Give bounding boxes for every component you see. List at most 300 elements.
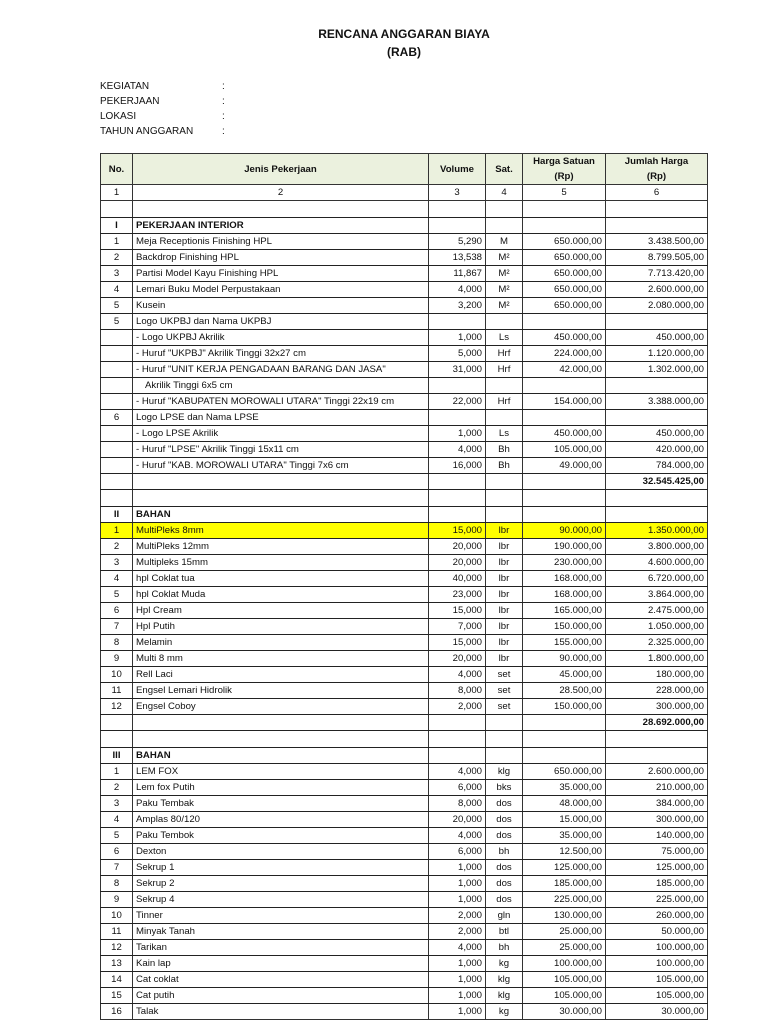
table-row — [101, 314, 708, 330]
row-number — [101, 490, 133, 507]
volume-cell: 22,000 — [429, 394, 486, 410]
table-row — [101, 539, 708, 555]
total-price-cell: 3.388.000,00 — [606, 394, 708, 410]
unit-price-cell: 30.000,00 — [523, 1004, 606, 1020]
volume-cell: 20,000 — [429, 555, 486, 571]
total-price-cell: 100.000,00 — [606, 956, 708, 972]
row-number: 1 — [101, 234, 133, 250]
job-description: Sekrup 4 — [133, 892, 429, 908]
total-price-cell: 450.000,00 — [606, 426, 708, 442]
unit-cell: lbr — [486, 635, 523, 651]
unit-price-cell: 130.000,00 — [523, 908, 606, 924]
table-row — [101, 924, 708, 940]
volume-cell: 4,000 — [429, 442, 486, 458]
unit-price-cell: 49.000,00 — [523, 458, 606, 474]
meta-block — [100, 79, 232, 139]
total-price-cell: 2.325.000,00 — [606, 635, 708, 651]
unit-cell: lbr — [486, 555, 523, 571]
total-price-cell: 28.692.000,00 — [606, 715, 708, 731]
total-price-cell: 140.000,00 — [606, 828, 708, 844]
unit-cell: kg — [486, 1004, 523, 1020]
header-harga-satuan-line1: Harga Satuan — [533, 156, 595, 167]
spacer-row — [101, 731, 708, 748]
total-price-cell: 3.864.000,00 — [606, 587, 708, 603]
row-number — [101, 731, 133, 748]
table-row — [101, 876, 708, 892]
row-number: II — [101, 507, 133, 523]
unit-cell: dos — [486, 892, 523, 908]
unit-price-cell: 165.000,00 — [523, 603, 606, 619]
row-number: 3 — [101, 796, 133, 812]
unit-price-cell: 35.000,00 — [523, 828, 606, 844]
total-price-cell — [606, 314, 708, 330]
column-index-cell: 1 — [101, 185, 133, 201]
header-no: No. — [101, 154, 133, 185]
volume-cell — [429, 378, 486, 394]
volume-cell: 2,000 — [429, 908, 486, 924]
unit-price-cell: 225.000,00 — [523, 892, 606, 908]
unit-cell: dos — [486, 860, 523, 876]
table-row — [101, 651, 708, 667]
job-description: Minyak Tanah — [133, 924, 429, 940]
total-price-cell: 75.000,00 — [606, 844, 708, 860]
total-price-cell: 420.000,00 — [606, 442, 708, 458]
row-number: 10 — [101, 908, 133, 924]
unit-cell — [486, 218, 523, 234]
unit-cell: klg — [486, 972, 523, 988]
table-row — [101, 571, 708, 587]
unit-price-cell — [523, 410, 606, 426]
job-description: Partisi Model Kayu Finishing HPL — [133, 266, 429, 282]
section-row — [101, 748, 708, 764]
job-description: Hpl Cream — [133, 603, 429, 619]
job-description: Paku Tembak — [133, 796, 429, 812]
job-description: Dexton — [133, 844, 429, 860]
job-description: Lemari Buku Model Perpustakaan — [133, 282, 429, 298]
row-number: 5 — [101, 828, 133, 844]
total-price-cell: 300.000,00 — [606, 812, 708, 828]
row-number: 13 — [101, 956, 133, 972]
document-title: RENCANA ANGGARAN BIAYA — [318, 27, 490, 41]
total-price-cell: 6.720.000,00 — [606, 571, 708, 587]
total-price-cell — [606, 490, 708, 507]
unit-cell — [486, 748, 523, 764]
unit-price-cell: 155.000,00 — [523, 635, 606, 651]
subtotal-row — [101, 715, 708, 731]
total-price-cell: 8.799.505,00 — [606, 250, 708, 266]
unit-cell: set — [486, 683, 523, 699]
volume-cell: 20,000 — [429, 812, 486, 828]
total-price-cell: 1.302.000,00 — [606, 362, 708, 378]
volume-cell: 23,000 — [429, 587, 486, 603]
job-description: Hpl Putih — [133, 619, 429, 635]
unit-cell: dos — [486, 812, 523, 828]
row-number — [101, 394, 133, 410]
unit-cell — [486, 378, 523, 394]
row-number: 2 — [101, 780, 133, 796]
section-row — [101, 218, 708, 234]
job-description: - Logo LPSE Akrilik — [133, 426, 429, 442]
job-description: Sekrup 2 — [133, 876, 429, 892]
row-number — [101, 346, 133, 362]
total-price-cell: 260.000,00 — [606, 908, 708, 924]
unit-price-cell: 168.000,00 — [523, 587, 606, 603]
volume-cell: 31,000 — [429, 362, 486, 378]
column-index-cell: 5 — [523, 185, 606, 201]
total-price-cell: 100.000,00 — [606, 940, 708, 956]
volume-cell — [429, 201, 486, 218]
volume-cell: 6,000 — [429, 780, 486, 796]
unit-cell: lbr — [486, 603, 523, 619]
row-number: 14 — [101, 972, 133, 988]
total-price-cell: 1.350.000,00 — [606, 523, 708, 539]
unit-price-cell: 150.000,00 — [523, 619, 606, 635]
unit-cell: M² — [486, 298, 523, 314]
meta-colon: : — [222, 81, 225, 92]
total-price-cell: 210.000,00 — [606, 780, 708, 796]
table-row — [101, 908, 708, 924]
job-description: - Logo UKPBJ Akrilik — [133, 330, 429, 346]
table-row — [101, 282, 708, 298]
volume-cell: 20,000 — [429, 539, 486, 555]
table-row — [101, 812, 708, 828]
volume-cell — [429, 218, 486, 234]
unit-price-cell: 15.000,00 — [523, 812, 606, 828]
volume-cell — [429, 748, 486, 764]
job-description: Backdrop Finishing HPL — [133, 250, 429, 266]
unit-cell: M² — [486, 266, 523, 282]
volume-cell: 4,000 — [429, 667, 486, 683]
meta-row-pekerjaan — [100, 94, 232, 109]
total-price-cell — [606, 507, 708, 523]
row-number — [101, 442, 133, 458]
row-number: 4 — [101, 571, 133, 587]
volume-cell: 3,200 — [429, 298, 486, 314]
unit-price-cell — [523, 490, 606, 507]
volume-cell — [429, 490, 486, 507]
table-row — [101, 699, 708, 715]
total-price-cell: 105.000,00 — [606, 988, 708, 1004]
unit-cell: bks — [486, 780, 523, 796]
header-harga-satuan — [523, 154, 606, 185]
job-description: Talak — [133, 1004, 429, 1020]
row-number: 9 — [101, 651, 133, 667]
unit-price-cell: 168.000,00 — [523, 571, 606, 587]
total-price-cell: 2.475.000,00 — [606, 603, 708, 619]
job-description: Multi 8 mm — [133, 651, 429, 667]
document-subtitle: (RAB) — [387, 45, 421, 59]
unit-cell: M² — [486, 282, 523, 298]
total-price-cell: 2.080.000,00 — [606, 298, 708, 314]
table-row — [101, 1004, 708, 1020]
unit-cell: lbr — [486, 651, 523, 667]
unit-price-cell: 450.000,00 — [523, 330, 606, 346]
job-description — [133, 715, 429, 731]
job-description: Logo LPSE dan Nama LPSE — [133, 410, 429, 426]
row-number — [101, 362, 133, 378]
row-number: I — [101, 218, 133, 234]
unit-price-cell — [523, 715, 606, 731]
unit-price-cell: 650.000,00 — [523, 266, 606, 282]
total-price-cell: 1.050.000,00 — [606, 619, 708, 635]
total-price-cell — [606, 378, 708, 394]
unit-cell — [486, 201, 523, 218]
volume-cell — [429, 715, 486, 731]
unit-cell: Ls — [486, 330, 523, 346]
unit-price-cell: 28.500,00 — [523, 683, 606, 699]
unit-cell: gln — [486, 908, 523, 924]
volume-cell: 1,000 — [429, 1004, 486, 1020]
volume-cell: 20,000 — [429, 651, 486, 667]
unit-price-cell — [523, 201, 606, 218]
column-index-cell: 2 — [133, 185, 429, 201]
job-description: Lem fox Putih — [133, 780, 429, 796]
unit-cell: Bh — [486, 458, 523, 474]
job-description: Cat coklat — [133, 972, 429, 988]
row-number: 11 — [101, 683, 133, 699]
volume-cell: 15,000 — [429, 635, 486, 651]
total-price-cell: 2.600.000,00 — [606, 282, 708, 298]
unit-cell: lbr — [486, 523, 523, 539]
total-price-cell: 3.800.000,00 — [606, 539, 708, 555]
total-price-cell: 228.000,00 — [606, 683, 708, 699]
meta-colon: : — [222, 96, 225, 107]
row-number — [101, 330, 133, 346]
table-row — [101, 394, 708, 410]
total-price-cell: 3.438.500,00 — [606, 234, 708, 250]
volume-cell: 40,000 — [429, 571, 486, 587]
unit-cell: set — [486, 699, 523, 715]
unit-cell: Hrf — [486, 346, 523, 362]
meta-row-lokasi — [100, 109, 232, 124]
unit-price-cell: 35.000,00 — [523, 780, 606, 796]
volume-cell: 4,000 — [429, 764, 486, 780]
row-number: 4 — [101, 812, 133, 828]
unit-cell — [486, 490, 523, 507]
job-description: MultiPleks 8mm — [133, 523, 429, 539]
volume-cell: 1,000 — [429, 860, 486, 876]
row-number — [101, 201, 133, 218]
header-harga-satuan-line2: (Rp) — [554, 171, 574, 182]
budget-table — [100, 153, 708, 1020]
meta-label: TAHUN ANGGARAN — [100, 126, 194, 137]
volume-cell: 4,000 — [429, 828, 486, 844]
table-row — [101, 362, 708, 378]
job-description: - Huruf "LPSE" Akrilik Tinggi 15x11 cm — [133, 442, 429, 458]
table-row — [101, 988, 708, 1004]
table-row — [101, 298, 708, 314]
unit-price-cell — [523, 218, 606, 234]
unit-price-cell: 650.000,00 — [523, 298, 606, 314]
job-description: Akrilik Tinggi 6x5 cm — [133, 378, 429, 394]
unit-price-cell: 125.000,00 — [523, 860, 606, 876]
table-row — [101, 940, 708, 956]
volume-cell: 1,000 — [429, 956, 486, 972]
row-number: 4 — [101, 282, 133, 298]
job-description — [133, 474, 429, 490]
job-description: hpl Coklat Muda — [133, 587, 429, 603]
volume-cell — [429, 507, 486, 523]
table-row — [101, 635, 708, 651]
job-description: Multipleks 15mm — [133, 555, 429, 571]
volume-cell: 1,000 — [429, 876, 486, 892]
total-price-cell: 2.600.000,00 — [606, 764, 708, 780]
job-description — [133, 490, 429, 507]
total-price-cell: 32.545.425,00 — [606, 474, 708, 490]
table-row — [101, 603, 708, 619]
job-description: Amplas 80/120 — [133, 812, 429, 828]
volume-cell: 1,000 — [429, 426, 486, 442]
row-number: 6 — [101, 410, 133, 426]
unit-cell: kg — [486, 956, 523, 972]
header-satuan: Sat. — [486, 154, 523, 185]
job-description: BAHAN — [133, 748, 429, 764]
job-description: Kain lap — [133, 956, 429, 972]
job-description: Logo UKPBJ dan Nama UKPBJ — [133, 314, 429, 330]
volume-cell: 4,000 — [429, 282, 486, 298]
unit-price-cell: 42.000,00 — [523, 362, 606, 378]
unit-price-cell: 105.000,00 — [523, 972, 606, 988]
unit-price-cell: 650.000,00 — [523, 234, 606, 250]
row-number — [101, 715, 133, 731]
meta-label: LOKASI — [100, 111, 137, 122]
row-number: 6 — [101, 603, 133, 619]
job-description: Engsel Lemari Hidrolik — [133, 683, 429, 699]
table-row — [101, 555, 708, 571]
row-number: 7 — [101, 860, 133, 876]
unit-price-cell — [523, 507, 606, 523]
total-price-cell: 450.000,00 — [606, 330, 708, 346]
unit-cell: Hrf — [486, 394, 523, 410]
spacer-row — [101, 490, 708, 507]
job-description: - Huruf "UKPBJ" Akrilik Tinggi 32x27 cm — [133, 346, 429, 362]
table-row — [101, 346, 708, 362]
unit-cell: M — [486, 234, 523, 250]
volume-cell: 1,000 — [429, 988, 486, 1004]
row-number: 1 — [101, 523, 133, 539]
column-index-cell: 3 — [429, 185, 486, 201]
volume-cell — [429, 410, 486, 426]
total-price-cell: 185.000,00 — [606, 876, 708, 892]
unit-price-cell: 224.000,00 — [523, 346, 606, 362]
total-price-cell: 125.000,00 — [606, 860, 708, 876]
unit-price-cell: 100.000,00 — [523, 956, 606, 972]
volume-cell: 6,000 — [429, 844, 486, 860]
job-description — [133, 731, 429, 748]
volume-cell: 15,000 — [429, 603, 486, 619]
unit-cell: Bh — [486, 442, 523, 458]
unit-price-cell: 25.000,00 — [523, 940, 606, 956]
total-price-cell: 784.000,00 — [606, 458, 708, 474]
total-price-cell: 1.800.000,00 — [606, 651, 708, 667]
table-row — [101, 442, 708, 458]
volume-cell: 11,867 — [429, 266, 486, 282]
volume-cell — [429, 314, 486, 330]
job-description: Engsel Coboy — [133, 699, 429, 715]
row-number: 2 — [101, 250, 133, 266]
table-row — [101, 780, 708, 796]
row-number — [101, 458, 133, 474]
job-description: Sekrup 1 — [133, 860, 429, 876]
job-description: Tinner — [133, 908, 429, 924]
row-number: 6 — [101, 844, 133, 860]
total-price-cell: 7.713.420,00 — [606, 266, 708, 282]
unit-cell: dos — [486, 828, 523, 844]
job-description: - Huruf "KABUPATEN MOROWALI UTARA" Tinggi 22x19 cm — [133, 394, 429, 410]
unit-cell: lbr — [486, 539, 523, 555]
job-description: MultiPleks 12mm — [133, 539, 429, 555]
row-number: 16 — [101, 1004, 133, 1020]
section-row — [101, 507, 708, 523]
row-number: 3 — [101, 266, 133, 282]
volume-cell — [429, 731, 486, 748]
volume-cell: 4,000 — [429, 940, 486, 956]
volume-cell — [429, 474, 486, 490]
volume-cell: 7,000 — [429, 619, 486, 635]
unit-price-cell — [523, 378, 606, 394]
table-row — [101, 844, 708, 860]
total-price-cell: 384.000,00 — [606, 796, 708, 812]
unit-price-cell: 45.000,00 — [523, 667, 606, 683]
total-price-cell: 300.000,00 — [606, 699, 708, 715]
meta-colon: : — [222, 111, 225, 122]
unit-price-cell — [523, 314, 606, 330]
row-number: 9 — [101, 892, 133, 908]
volume-cell: 15,000 — [429, 523, 486, 539]
row-number: 1 — [101, 764, 133, 780]
job-description: BAHAN — [133, 507, 429, 523]
volume-cell: 1,000 — [429, 892, 486, 908]
unit-price-cell: 105.000,00 — [523, 988, 606, 1004]
meta-label: PEKERJAAN — [100, 96, 160, 107]
spacer-row — [101, 201, 708, 218]
unit-price-cell: 650.000,00 — [523, 764, 606, 780]
row-number: 5 — [101, 314, 133, 330]
job-description: LEM FOX — [133, 764, 429, 780]
unit-price-cell: 25.000,00 — [523, 924, 606, 940]
unit-cell: set — [486, 667, 523, 683]
total-price-cell — [606, 201, 708, 218]
row-number: 7 — [101, 619, 133, 635]
unit-cell — [486, 507, 523, 523]
job-description: hpl Coklat tua — [133, 571, 429, 587]
total-price-cell: 1.120.000,00 — [606, 346, 708, 362]
row-number: 5 — [101, 298, 133, 314]
header-jumlah-harga — [606, 154, 708, 185]
unit-price-cell: 650.000,00 — [523, 282, 606, 298]
volume-cell: 2,000 — [429, 924, 486, 940]
unit-price-cell: 105.000,00 — [523, 442, 606, 458]
unit-price-cell: 154.000,00 — [523, 394, 606, 410]
total-price-cell: 4.600.000,00 — [606, 555, 708, 571]
unit-price-cell: 12.500,00 — [523, 844, 606, 860]
header-volume: Volume — [429, 154, 486, 185]
table-row — [101, 234, 708, 250]
job-description: Kusein — [133, 298, 429, 314]
table-row — [101, 250, 708, 266]
unit-cell: dos — [486, 876, 523, 892]
row-number: 11 — [101, 924, 133, 940]
job-description: Melamin — [133, 635, 429, 651]
unit-price-cell: 150.000,00 — [523, 699, 606, 715]
unit-cell — [486, 731, 523, 748]
job-description — [133, 201, 429, 218]
table-row — [101, 972, 708, 988]
volume-cell: 5,290 — [429, 234, 486, 250]
header-jumlah-harga-line2: (Rp) — [646, 171, 667, 182]
unit-price-cell: 230.000,00 — [523, 555, 606, 571]
volume-cell: 1,000 — [429, 330, 486, 346]
